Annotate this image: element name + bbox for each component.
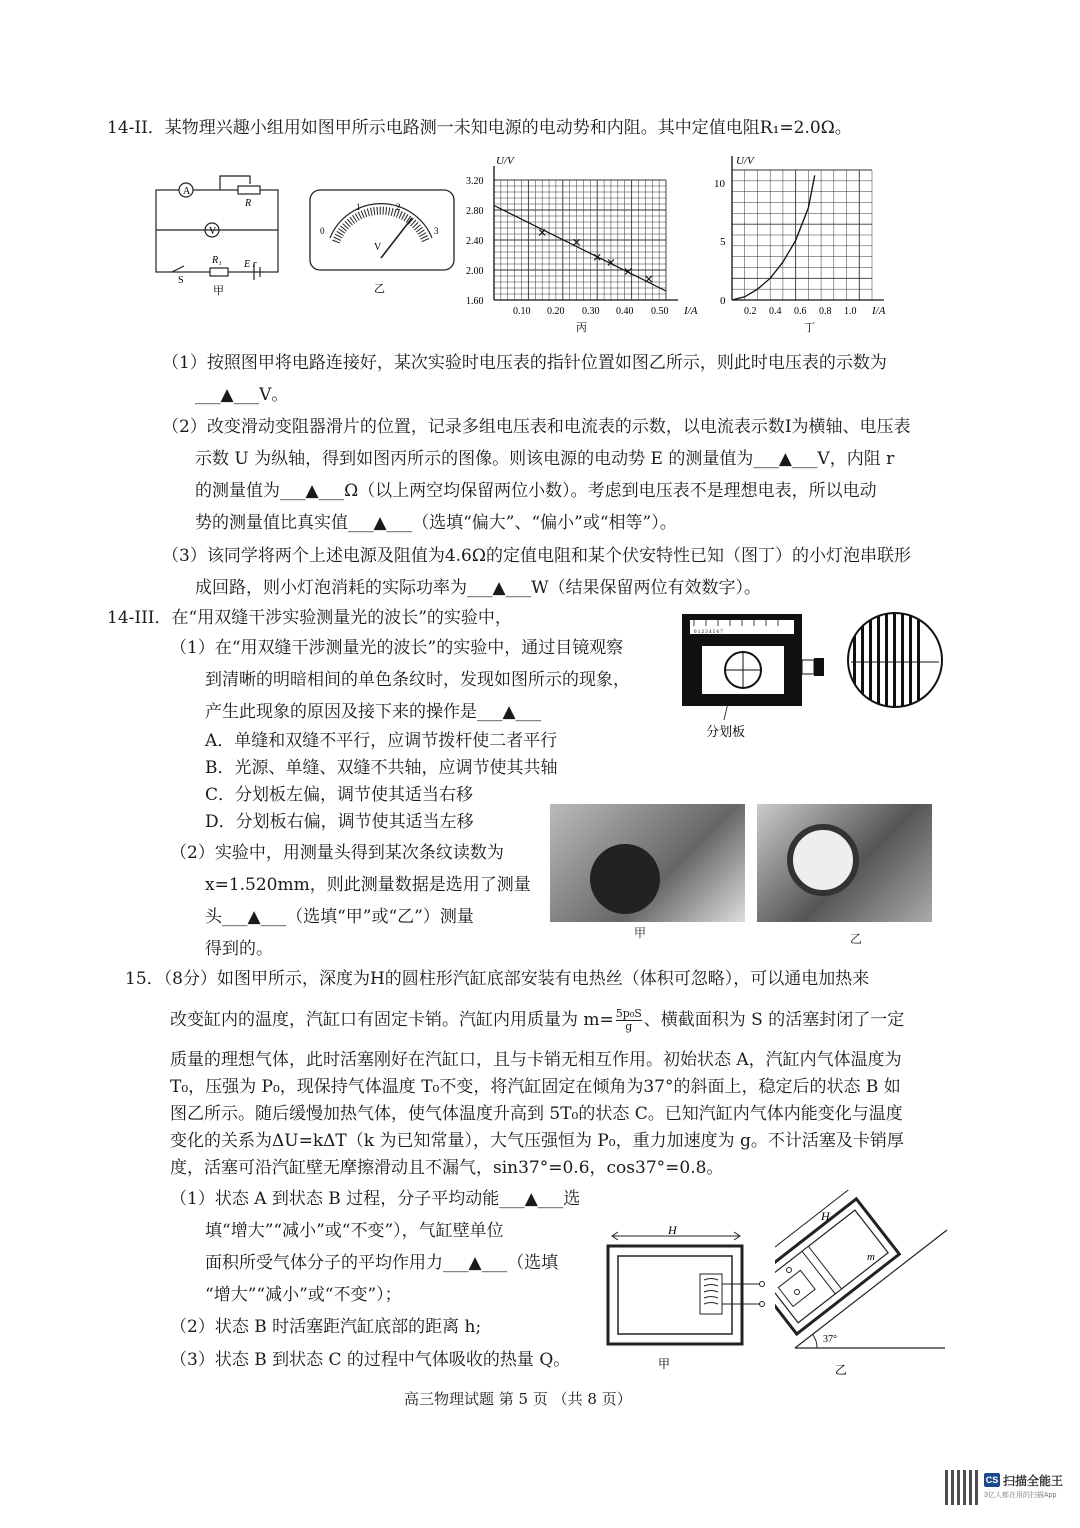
q14-2-p2c: 的测量值为___▲___Ω（以上两空均保留两位小数）。考虑到电压表不是理想电表，所以电动 — [195, 481, 877, 501]
photo-caption-jia: 甲 — [634, 926, 647, 940]
ding-xtick-1: 0.4 — [769, 306, 782, 317]
q14-2-p2b: 示数 U 为纵轴，得到如图丙所示的图像。则该电源的电动势 E 的测量值为___▲___V，内阻 r — [195, 449, 895, 469]
option-c: C．分划板左偏，调节使其适当右移 — [205, 785, 474, 805]
q14-3-p1a: （1）在“用双缝干涉测量光的波长”的实验中，通过目镜观察 — [170, 638, 624, 658]
option-a: A．单缝和双缝不平行，应调节拨杆使二者平行 — [205, 731, 558, 751]
yi-H: H — [821, 1209, 830, 1223]
circuit-diagram-jia — [150, 170, 290, 300]
fig-caption-fenhuaban: 分划板 — [706, 724, 746, 739]
bing-ylabel: U/V — [496, 155, 514, 167]
voltmeter-dial-yi — [308, 188, 458, 298]
q15-s2: （2）状态 B 时活塞距汽缸底部的距离 h; — [170, 1317, 482, 1337]
bing-xtick-3: 0.40 — [616, 306, 634, 317]
ding-xlabel: I/A — [872, 305, 886, 317]
app-name: 扫描全能王 — [1003, 1474, 1064, 1488]
q15-l3: 质量的理想气体，此时活塞刚好在汽缸口，且与卡销无相互作用。初始状态 A，汽缸内气体温度为 — [170, 1050, 902, 1070]
q15-s1a: （1）状态 A 到状态 B 过程，分子平均动能___▲___选 — [170, 1189, 581, 1209]
q14-3-p2d: 得到的。 — [205, 939, 273, 959]
q15-s1b: 填“增大”“减小”或“不变”），气缸壁单位 — [205, 1221, 504, 1241]
ding-xtick-2: 0.6 — [794, 306, 807, 317]
measuring-head-figure — [680, 612, 830, 742]
frac-num: 5p₀S — [615, 1007, 642, 1020]
q15-l2a: 改变缸内的温度，汽缸口有固定卡销。汽缸内用质量为 m= — [170, 1010, 614, 1030]
meter-tick-1: 1 — [356, 202, 361, 212]
meter-unit: V — [374, 242, 382, 253]
bing-xtick-4: 0.50 — [651, 306, 669, 317]
bing-xtick-2: 0.30 — [582, 306, 600, 317]
qr-code — [945, 1470, 980, 1505]
caption-jia-15: 甲 — [658, 1357, 671, 1371]
q15-s1d: “增大”“减小”或“不变”）； — [205, 1285, 402, 1305]
fringe-view — [845, 610, 945, 710]
photo-measuring-head-yi — [757, 804, 932, 922]
q14-2-p2a: （2）改变滑动变阻器滑片的位置，记录多组电压表和电流表的示数，以电流表示数I为横轴、电压表 — [162, 417, 911, 437]
photo-measuring-head-jia — [550, 804, 745, 922]
meter-tick-2: 2 — [396, 202, 401, 212]
ammeter-label: A — [183, 186, 191, 197]
bing-ytick-3: 2.00 — [466, 266, 484, 277]
q14-2-p1b: ___▲___V。 — [195, 385, 289, 405]
cylinder-figure-jia — [600, 1222, 780, 1382]
characteristic-curve — [732, 175, 815, 300]
data-point — [646, 276, 652, 282]
frac-den: g — [625, 1020, 633, 1033]
bing-xtick-0: 0.10 — [513, 306, 531, 317]
q15-l4: T₀，压强为 P₀，现保持气体温度 T₀不变，将汽缸固定在倾角为37°的斜面上，稳定后的状态 B 如 — [170, 1077, 901, 1097]
yi-m: m — [867, 1251, 875, 1263]
angle-label: 37° — [823, 1334, 837, 1345]
meter-tick-0: 0 — [320, 226, 325, 236]
ding-xtick-3: 0.8 — [819, 306, 832, 317]
app-tagline: 3亿人都在用的扫描App — [984, 1492, 1057, 1499]
bing-ytick-1: 2.80 — [466, 206, 484, 217]
knob-shape — [590, 844, 660, 914]
jia-H: H — [668, 1223, 677, 1237]
q14-2-intro: 14-II．某物理兴趣小组用如图甲所示电路测一未知电源的电动势和内阻。其中定值电阻R₁=2.0Ω。 — [107, 118, 852, 138]
bing-ytick-0: 3.20 — [466, 176, 484, 187]
bing-xtick-1: 0.20 — [547, 306, 565, 317]
mass-fraction — [616, 1008, 642, 1033]
q14-2-p1a: （1）按照图甲将电路连接好，某次实验时电压表的指针位置如图乙所示，则此时电压表的示数为 — [162, 353, 887, 373]
q15-l2 — [170, 1008, 904, 1033]
scale-numbers: 0 1 2 3 4 5 6 7 — [694, 630, 723, 635]
q15-l2b: 、横截面积为 S 的活塞封闭了一定 — [643, 1010, 905, 1030]
switch-label: S — [178, 275, 184, 286]
q14-3-p2a: （2）实验中，用测量头得到某次条纹读数为 — [170, 843, 504, 863]
q14-2-p3a: （3）该同学将两个上述电源及阻值为4.6Ω的定值电阻和某个伏安特性已知（图丁）的小灯泡串联形 — [162, 546, 911, 566]
cs-logo: CS — [985, 1475, 999, 1485]
ding-ytick-1: 5 — [720, 236, 726, 248]
q14-3-p1c: 产生此现象的原因及接下来的操作是___▲___ — [205, 702, 542, 722]
r1-label: R₁ — [212, 255, 222, 266]
q14-3-p1b: 到清晰的明暗相间的单色条纹时，发现如图所示的现象， — [205, 670, 630, 690]
option-d: D．分划板右偏，调节使其适当左移 — [205, 812, 474, 832]
ding-xtick-0: 0.2 — [744, 306, 757, 317]
ding-ytick-2: 0 — [720, 295, 726, 307]
q15-s1c: 面积所受气体分子的平均作用力___▲___（选填 — [205, 1253, 559, 1273]
voltmeter-label: V — [209, 226, 217, 237]
ding-ylabel: U/V — [736, 155, 754, 167]
caption-yi: 乙 — [374, 283, 385, 295]
q15-l7: 度，活塞可沿汽缸壁无摩擦滑动且不漏气，sin37°=0.6，cos37°=0.8。 — [170, 1158, 724, 1178]
q15-l1: 15．（8分）如图甲所示，深度为H的圆柱形汽缸底部安装有电热丝（体积可忽略），可以通电加热来 — [125, 969, 870, 989]
q14-3-intro: 14-III．在“用双缝干涉实验测量光的波长”的实验中， — [107, 608, 512, 628]
q15-l5: 图乙所示。随后缓慢加热气体，使气体温度升高到 5T₀的状态 C。已知汽缸内气体内能变化与温度 — [170, 1104, 903, 1124]
caption-ding: 丁 — [804, 322, 815, 334]
q14-2-p3b: 成回路，则小灯泡消耗的实际功率为___▲___W（结果保留两位有效数字）。 — [195, 578, 762, 598]
fit-line — [494, 206, 666, 292]
option-b: B．光源、单缝、双缝不共轴，应调节使其共轴 — [205, 758, 558, 778]
caption-bing: 丙 — [576, 322, 587, 334]
bing-ytick-2: 2.40 — [466, 236, 484, 247]
q14-2-p2d: 势的测量值比真实值___▲___（选填“偏大”、“偏小”或“相等”）。 — [195, 513, 677, 533]
caption-jia: 甲 — [213, 285, 224, 297]
graph-ding — [712, 150, 902, 340]
emf-label: E r — [244, 259, 257, 270]
ding-xtick-4: 1.0 — [844, 306, 857, 317]
meter-tick-3: 3 — [434, 226, 439, 236]
q15-l6: 变化的关系为ΔU=kΔT（k 为已知常量），大气压强恒为 P₀，重力加速度为 g。不计活塞及卡销厚 — [170, 1131, 904, 1151]
q14-3-p2c: 头___▲___（选填“甲”或“乙”）测量 — [205, 907, 474, 927]
bing-xlabel: I/A — [684, 305, 698, 317]
q14-3-p2b: x=1.520mm，则此测量数据是选用了测量 — [205, 875, 531, 895]
photo-caption-yi: 乙 — [850, 932, 863, 946]
rheostat-label: R — [245, 198, 252, 209]
caption-yi-15: 乙 — [835, 1363, 848, 1377]
page-footer: 高三物理试题 第 5 页 （共 8 页） — [404, 1390, 632, 1408]
graph-bing — [458, 150, 713, 340]
cylinder-figure-yi — [775, 1190, 950, 1380]
eyepiece-shape — [787, 824, 859, 896]
bing-ytick-4: 1.60 — [466, 296, 484, 307]
q15-s3: （3）状态 B 到状态 C 的过程中气体吸收的热量 Q。 — [170, 1350, 571, 1370]
ding-ytick-0: 10 — [714, 178, 725, 190]
